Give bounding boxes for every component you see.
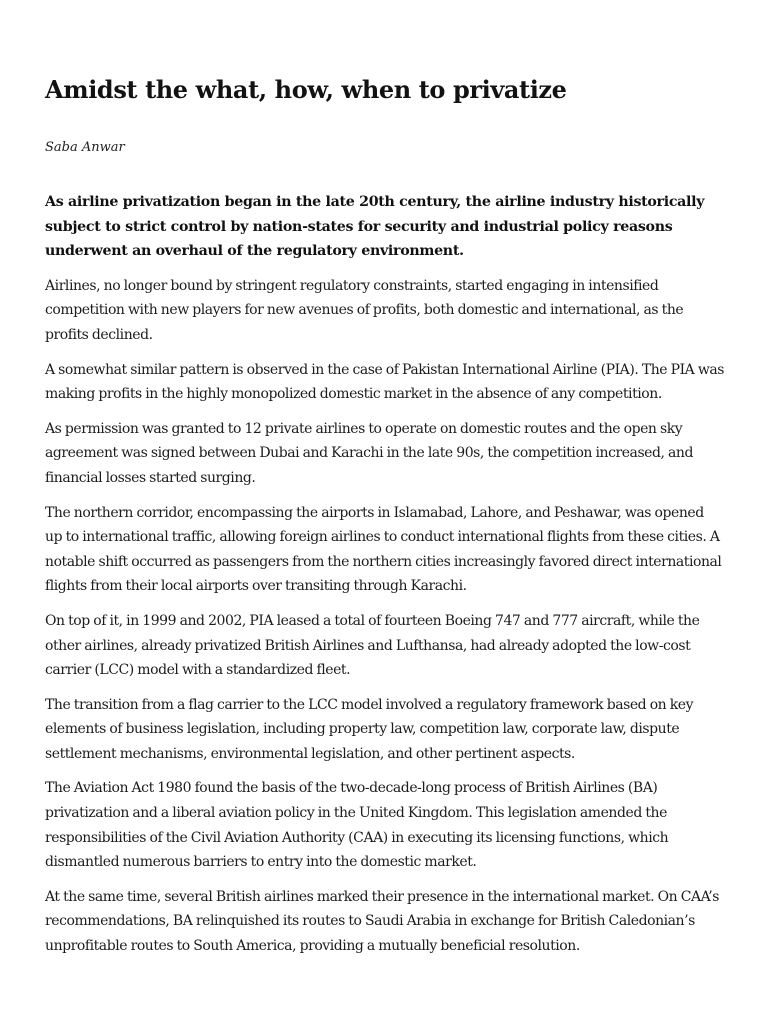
body-paragraph: The Aviation Act 1980 found the basis of the two-decade-long process of British Airlines (BA) privatization and a liberal aviation policy in the United Kingdom. This legislation amended the responsibilities of the Civil Aviation Authority (CAA) in executing its licensing functions, which dismantled numerous barriers to entry into the domestic market.	[45, 780, 669, 871]
body-paragraph: The transition from a flag carrier to the LCC model involved a regulatory framework based on key elements of business legislation, including property law, competition law, corporate law, dispute settlement mechanisms, environmental legislation, and other pertinent aspects.	[45, 696, 694, 762]
body-paragraph: As permission was granted to 12 private airlines to operate on domestic routes and the open sky agreement was signed between Dubai and Karachi in the late 90s, the competition increased, and financial losses started surging.	[45, 420, 694, 486]
body-paragraph: On top of it, in 1999 and 2002, PIA leased a total of fourteen Boeing 747 and 777 aircraft, while the other airlines, already privatized British Airlines and Lufthansa, had already adopted the low-cost carrier (LCC) model with a standardized fleet.	[45, 612, 700, 679]
body-paragraph: The northern corridor, encompassing the airports in Islamabad, Lahore, and Peshawar, was opened up to international traffic, allowing foreign airlines to conduct international flights from these cities. A notable shift occurred as passengers from the northern cities increasingly favored direct international flights from their local airports over transiting through Karachi.	[45, 504, 722, 595]
article-body	[45, 274, 724, 959]
body-paragraph: A somewhat similar pattern is observed in the case of Pakistan International Airline (PIA). The PIA was making profits in the highly monopolized domestic market in the absence of any competition.	[45, 361, 725, 403]
body-paragraph: Airlines, no longer bound by stringent regulatory constraints, started engaging in intensified competition with new players for new avenues of profits, both domestic and international, as the profits declined.	[45, 277, 684, 343]
article-title: Amidst the what, how, when to privatize	[45, 75, 567, 104]
article-lede: As airline privatization began in the late 20th century, the airline industry historically subject to strict control by nation-states for security and industrial policy reasons underwent an overhaul of the regulatory environment.	[45, 194, 705, 260]
body-paragraph: At the same time, several British airlines marked their presence in the international market. On CAA’s recommendations, BA relinquished its routes to Saudi Arabia in exchange for British Caledonian’s unprofitable routes to South America, providing a mutually beneficial resolution.	[45, 888, 719, 955]
author-byline: Saba Anwar	[45, 140, 125, 155]
